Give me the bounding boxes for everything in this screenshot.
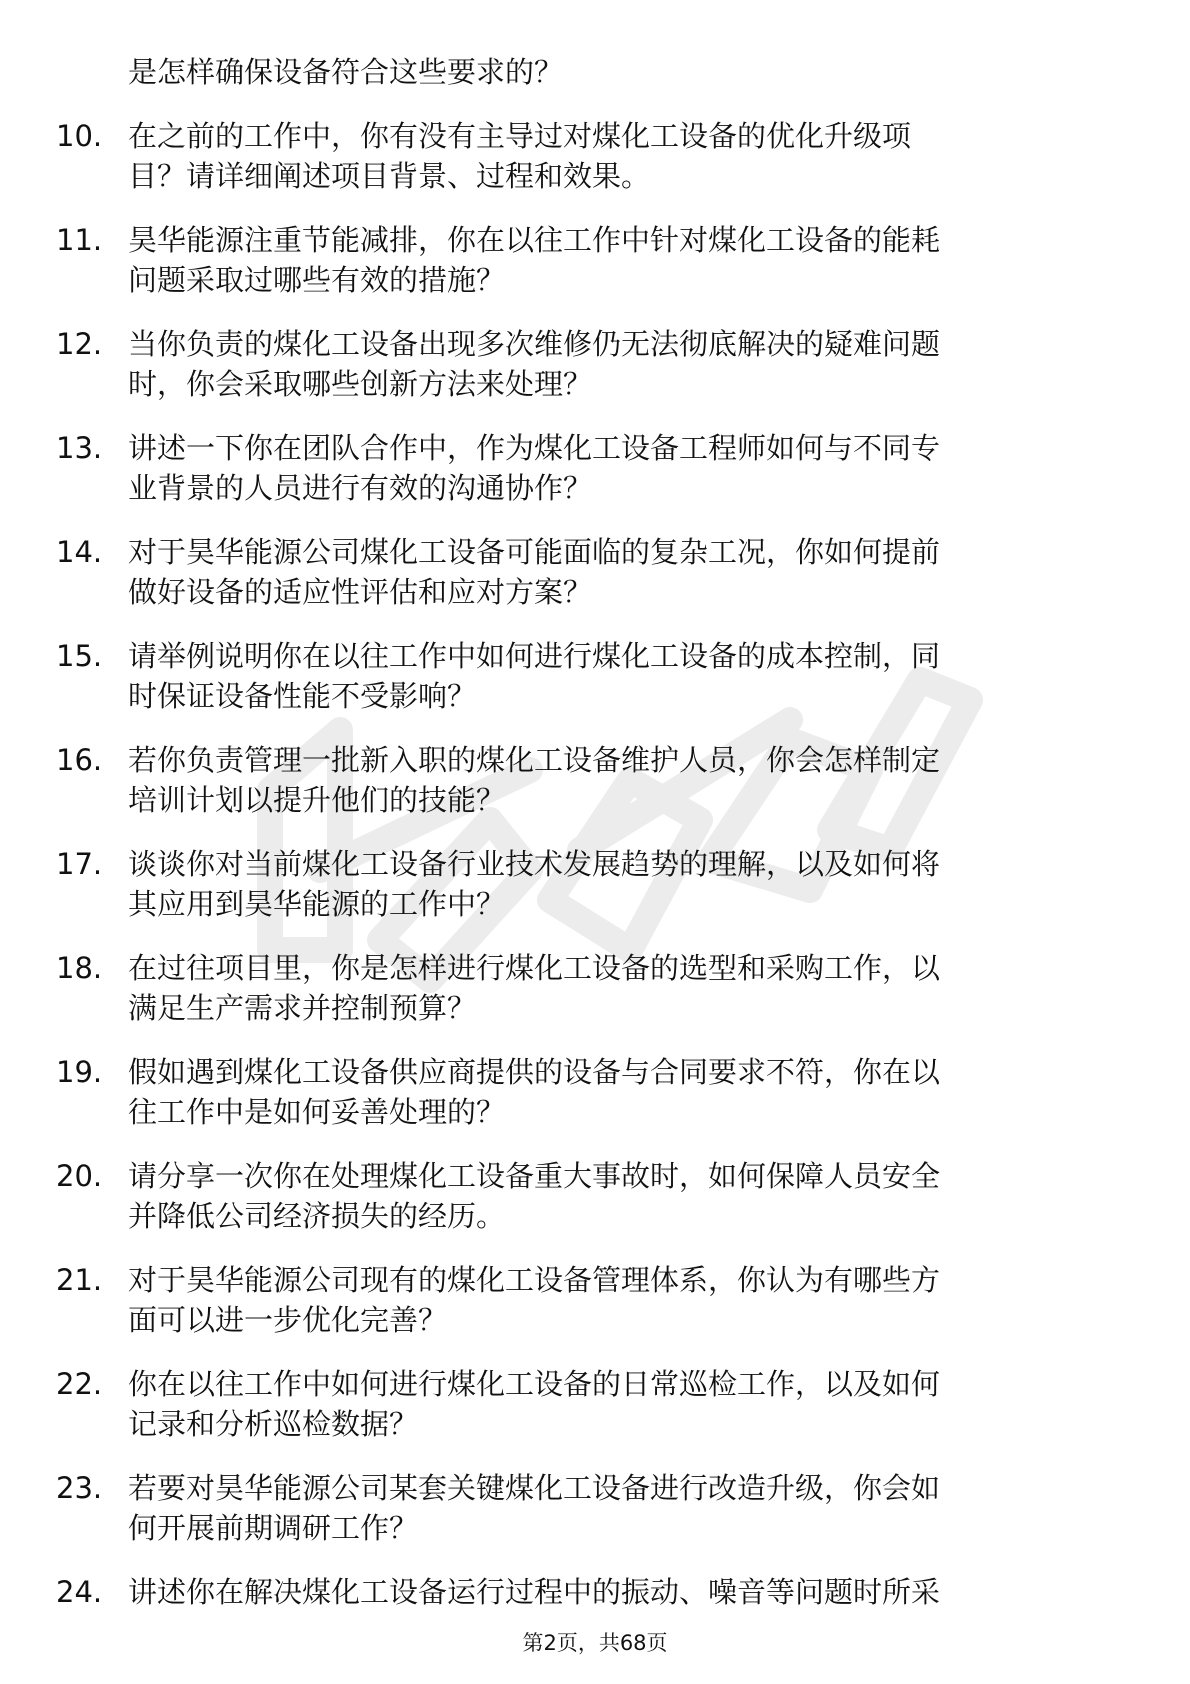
question-number: 23. [56, 1471, 103, 1505]
question-text-line: 时，你会采取哪些创新方法来处理？ [128, 367, 593, 401]
question-text-line: 你在以往工作中如何进行煤化工设备的日常巡检工作，以及如何 [128, 1367, 941, 1401]
question-item [0, 740, 1190, 844]
question-list [0, 116, 1190, 1676]
question-text-line: 业背景的人员进行有效的沟通协作？ [128, 471, 593, 505]
question-item [0, 532, 1190, 636]
question-text-line: 时保证设备性能不受影响？ [128, 679, 477, 713]
question-number: 17. [56, 847, 103, 881]
question-text-line: 讲述一下你在团队合作中，作为煤化工设备工程师如何与不同专 [128, 431, 941, 465]
question-text-line: 往工作中是如何妥善处理的？ [128, 1095, 506, 1129]
question-text-line: 若你负责管理一批新入职的煤化工设备维护人员，你会怎样制定 [128, 743, 941, 777]
page-number-label: 第2页，共68页 [522, 1631, 668, 1655]
question-text-line: 谈谈你对当前煤化工设备行业技术发展趋势的理解，以及如何将 [128, 847, 941, 881]
question-text-line: 请分享一次你在处理煤化工设备重大事故时，如何保障人员安全 [128, 1159, 941, 1193]
continued-question-text: 是怎样确保设备符合这些要求的？ [128, 55, 564, 89]
question-item [0, 1468, 1190, 1572]
question-text-line: 并降低公司经济损失的经历。 [128, 1199, 506, 1233]
question-number: 15. [56, 639, 103, 673]
question-text-line: 在之前的工作中，你有没有主导过对煤化工设备的优化升级项 [128, 119, 912, 153]
question-text-line: 满足生产需求并控制预算？ [128, 991, 477, 1025]
question-text-line: 问题采取过哪些有效的措施？ [128, 263, 506, 297]
question-number: 18. [56, 951, 103, 985]
question-item [0, 1260, 1190, 1364]
question-item [0, 1156, 1190, 1260]
question-text-line: 当你负责的煤化工设备出现多次维修仍无法彻底解决的疑难问题 [128, 327, 941, 361]
question-text-line: 做好设备的适应性评估和应对方案？ [128, 575, 593, 609]
question-number: 11. [56, 223, 103, 257]
question-text-line: 目？请详细阐述项目背景、过程和效果。 [128, 159, 651, 193]
question-number: 10. [56, 119, 103, 153]
question-text-line: 若要对昊华能源公司某套关键煤化工设备进行改造升级，你会如 [128, 1471, 941, 1505]
question-item [0, 636, 1190, 740]
question-text-line: 在过往项目里，你是怎样进行煤化工设备的选型和采购工作，以 [128, 951, 941, 985]
question-item [0, 1052, 1190, 1156]
question-number: 21. [56, 1263, 103, 1297]
question-item [0, 324, 1190, 428]
question-text-line: 对于昊华能源公司煤化工设备可能面临的复杂工况，你如何提前 [128, 535, 941, 569]
question-number: 22. [56, 1367, 103, 1401]
question-text-line: 假如遇到煤化工设备供应商提供的设备与合同要求不符，你在以 [128, 1055, 941, 1089]
question-text-line: 面可以进一步优化完善？ [128, 1303, 448, 1337]
question-text-line: 培训计划以提升他们的技能？ [128, 783, 506, 817]
question-item [0, 116, 1190, 220]
question-number: 12. [56, 327, 103, 361]
question-text-line: 其应用到昊华能源的工作中？ [128, 887, 506, 921]
question-number: 19. [56, 1055, 103, 1089]
question-item [0, 220, 1190, 324]
page-footer [0, 1628, 1190, 1658]
question-item [0, 948, 1190, 1052]
question-text-line: 对于昊华能源公司现有的煤化工设备管理体系，你认为有哪些方 [128, 1263, 941, 1297]
question-number: 16. [56, 743, 103, 777]
question-text-line: 记录和分析巡检数据？ [128, 1407, 419, 1441]
question-number: 14. [56, 535, 103, 569]
question-item [0, 428, 1190, 532]
question-number: 20. [56, 1159, 103, 1193]
question-number: 13. [56, 431, 103, 465]
question-item [0, 1364, 1190, 1468]
question-text-line: 昊华能源注重节能减排，你在以往工作中针对煤化工设备的能耗 [128, 223, 941, 257]
question-number: 24. [56, 1575, 103, 1609]
question-item [0, 1572, 1190, 1676]
question-item [0, 844, 1190, 948]
question-text-line: 何开展前期调研工作？ [128, 1511, 419, 1545]
question-text-line: 请举例说明你在以往工作中如何进行煤化工设备的成本控制，同 [128, 639, 941, 673]
question-text-line: 讲述你在解决煤化工设备运行过程中的振动、噪音等问题时所采 [128, 1575, 941, 1609]
